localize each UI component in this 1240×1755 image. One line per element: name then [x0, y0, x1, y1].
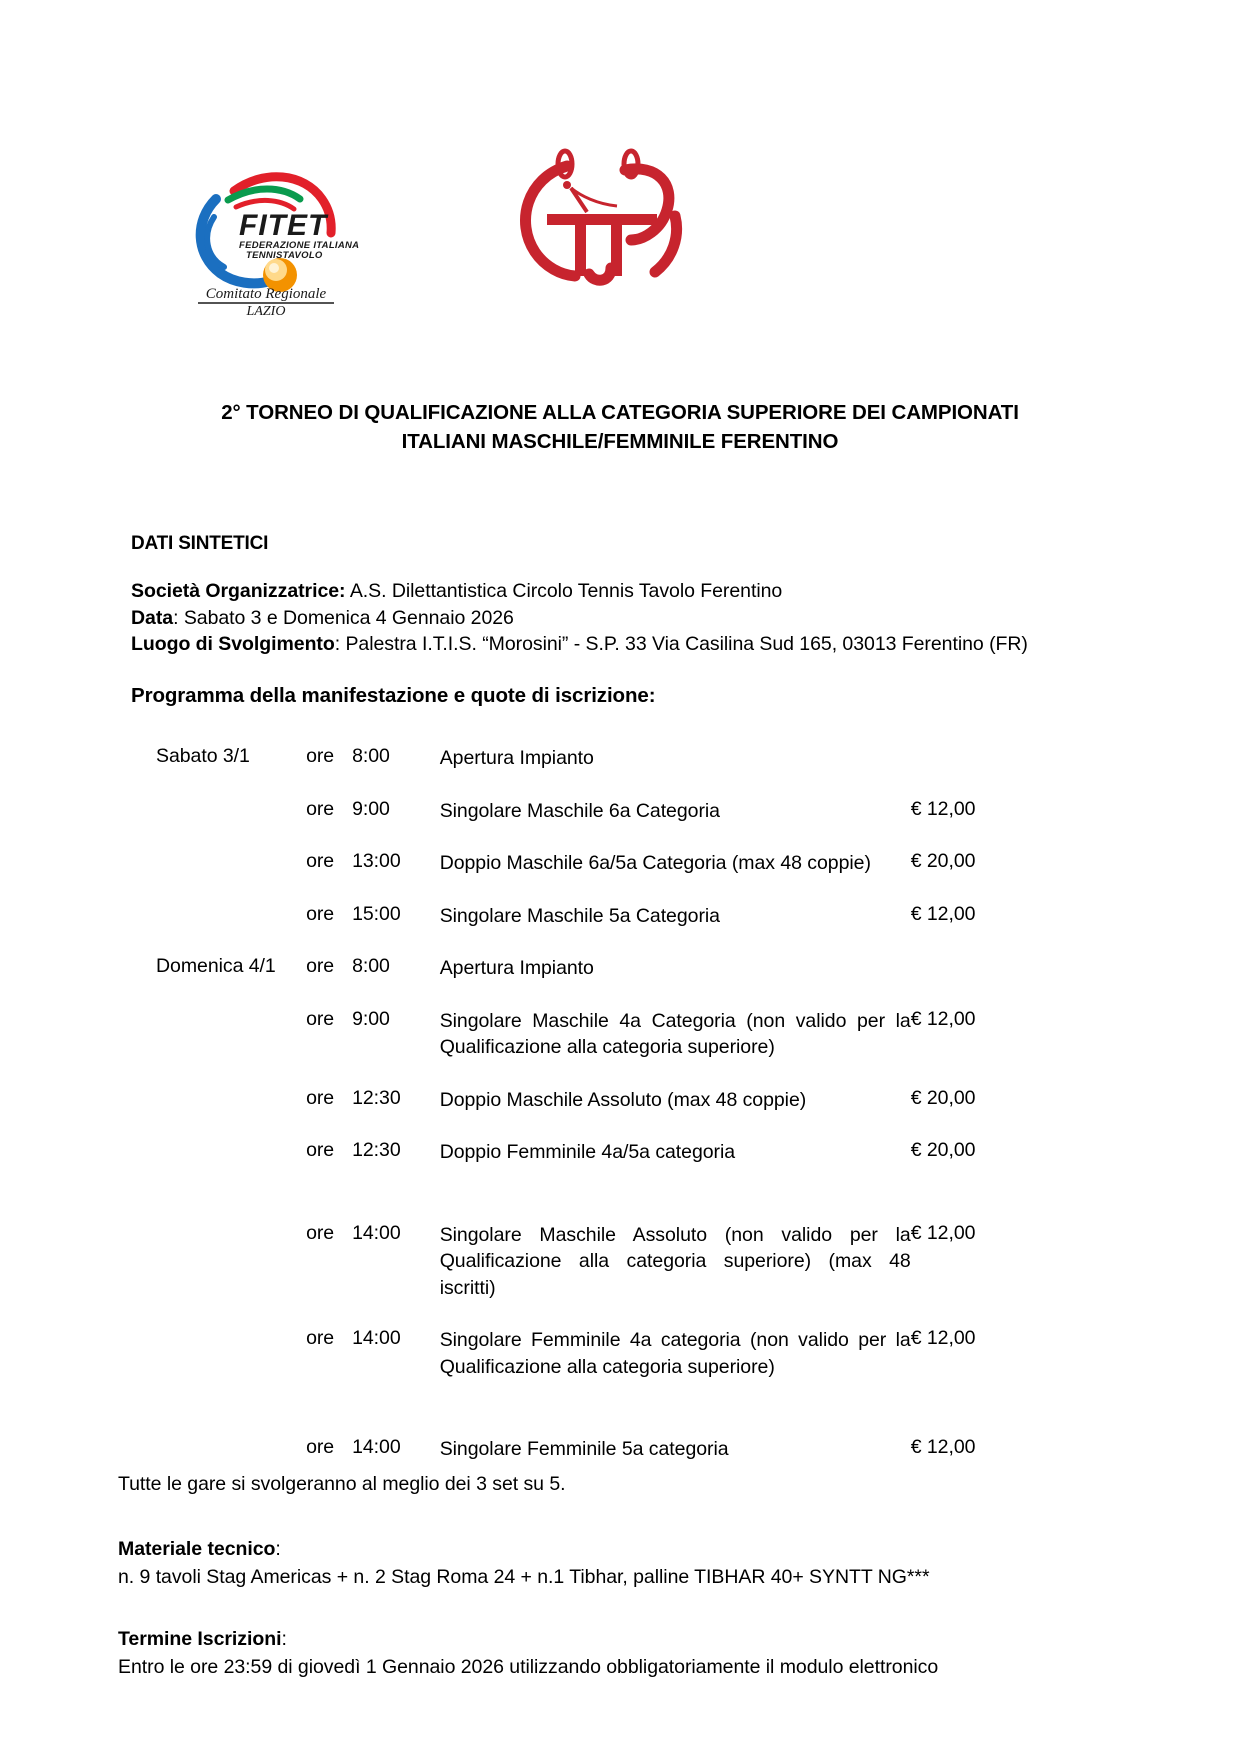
- sets-note: Tutte le gare si svolgeranno al meglio dei 3 set su 5.: [118, 1473, 566, 1495]
- schedule-row: [156, 1087, 1086, 1140]
- materiale-label: Materiale tecnico: [118, 1538, 276, 1560]
- schedule-row: [156, 1139, 1086, 1222]
- data-label: Data: [131, 606, 174, 629]
- schedule-cell-time: 14:00: [352, 1436, 401, 1459]
- svg-text:FITET: FITET: [239, 209, 328, 242]
- schedule-cell-price: € 12,00: [910, 1221, 976, 1244]
- schedule-cell-ore: ore: [306, 1436, 335, 1459]
- schedule-cell-day: [156, 1139, 306, 1222]
- schedule-cell-price: € 12,00: [910, 902, 976, 925]
- schedule-cell-day: [156, 1327, 306, 1436]
- schedule-cell-desc: Singolare Maschile 4a Categoria (non valido per la Qualificazione alla categoria superiore): [439, 1009, 911, 1059]
- svg-text:TENNISTAVOLO: TENNISTAVOLO: [246, 250, 323, 261]
- schedule-cell-price: € 20,00: [910, 1086, 976, 1109]
- termine-colon: :: [281, 1628, 287, 1650]
- luogo-value: : Palestra I.T.I.S. “Morosini” - S.P. 33 Via Casilina Sud 165, 03013 Ferentino (FR): [334, 633, 1028, 656]
- schedule-row: [156, 1008, 1086, 1087]
- societa-value: A.S. Dilettantistica Circolo Tennis Tavolo Ferentino: [349, 580, 783, 602]
- luogo-label: Luogo di Svolgimento: [131, 633, 335, 656]
- luogo-line: [131, 631, 1028, 658]
- schedule-cell-ore: ore: [306, 955, 335, 978]
- schedule-table: [156, 745, 1086, 1489]
- schedule-cell-desc: Singolare Femminile 4a categoria (non valido per la Qualificazione alla categoria superiore): [439, 1329, 911, 1378]
- schedule-cell-desc: Doppio Femminile 4a/5a categoria: [439, 1141, 736, 1164]
- termine-label: Termine Iscrizioni: [118, 1628, 282, 1650]
- materiale-value: n. 9 tavoli Stag Americas + n. 2 Stag Roma 24 + n.1 Tibhar, palline TIBHAR 40+ SYNTT NG***: [118, 1566, 930, 1589]
- dati-sintetici-heading: DATI SINTETICI: [131, 533, 269, 554]
- schedule-cell-time: 9:00: [352, 797, 390, 820]
- svg-text:FEDERAZIONE ITALIANA: FEDERAZIONE ITALIANA: [239, 240, 360, 251]
- schedule-cell-ore: ore: [306, 850, 335, 873]
- schedule-cell-desc: Apertura Impianto: [439, 957, 594, 980]
- materiale-colon: :: [275, 1538, 281, 1560]
- schedule-cell-price: € 12,00: [910, 797, 976, 820]
- schedule-cell-desc: Singolare Femminile 5a categoria: [439, 1438, 729, 1461]
- schedule-cell-desc: Apertura Impianto: [439, 747, 594, 769]
- schedule-cell-price: [911, 745, 1086, 798]
- termine-heading: [118, 1625, 938, 1653]
- schedule-cell-desc: Singolare Maschile Assoluto (non valido per la Qualificazione alla categoria superiore) (max 48 iscritti): [439, 1223, 911, 1299]
- schedule-row: [156, 1327, 1086, 1436]
- svg-text:LAZIO: LAZIO: [246, 304, 286, 319]
- cttf-logo-graphic: [505, 150, 690, 290]
- societa-label: Società Organizzatrice:: [131, 580, 346, 602]
- societa-line: [131, 578, 1028, 605]
- schedule-row: [156, 745, 1086, 798]
- termine-value: Entro le ore 23:59 di giovedì 1 Gennaio 2026 utilizzando obbligatoriamente il modulo elettronico: [118, 1656, 939, 1679]
- schedule-cell-day: [156, 1087, 306, 1140]
- schedule-cell-price: € 12,00: [910, 1436, 976, 1459]
- schedule-cell-desc: Doppio Maschile 6a/5a Categoria (max 48 coppie): [439, 852, 871, 875]
- schedule-row: [156, 850, 1086, 903]
- svg-text:Comitato Regionale: Comitato Regionale: [205, 286, 327, 302]
- schedule-cell-time: 12:30: [352, 1139, 401, 1162]
- data-value: : Sabato 3 e Domenica 4 Gennaio 2026: [173, 606, 514, 629]
- schedule-cell-day: [156, 850, 306, 903]
- schedule-cell-day: [156, 1222, 306, 1328]
- document-title: [120, 398, 1120, 456]
- schedule-cell-ore: ore: [306, 797, 335, 820]
- dati-sintetici-block: [131, 578, 1028, 658]
- termine-iscrizioni-block: [118, 1625, 938, 1682]
- schedule-cell-time: 15:00: [352, 902, 401, 925]
- schedule-cell-price: € 20,00: [910, 1139, 976, 1162]
- schedule-cell-time: 12:30: [352, 1086, 401, 1109]
- cttf-logo: [505, 150, 690, 290]
- fitet-logo: [176, 155, 360, 319]
- schedule-cell-price: € 20,00: [910, 850, 976, 873]
- schedule-row: [156, 1222, 1086, 1328]
- schedule-cell-ore: ore: [306, 902, 335, 925]
- schedule-cell-ore: ore: [306, 1221, 335, 1244]
- schedule-cell-time: 8:00: [352, 955, 390, 978]
- schedule-cell-ore: ore: [306, 1086, 335, 1109]
- schedule-cell-day: [156, 798, 306, 851]
- schedule-cell-day: [156, 903, 306, 956]
- schedule-cell-price: [911, 955, 1086, 1008]
- schedule-cell-time: 13:00: [352, 850, 401, 873]
- title-line-2: ITALIANI MASCHILE/FEMMINILE FERENTINO: [401, 430, 839, 454]
- data-line: [131, 605, 1028, 632]
- schedule-cell-ore: ore: [306, 1139, 335, 1162]
- schedule-cell-price: € 12,00: [910, 1327, 976, 1350]
- schedule-cell-day: Domenica 4/1: [156, 955, 276, 978]
- schedule-cell-price: € 12,00: [910, 1007, 976, 1030]
- title-line-1: 2° TORNEO DI QUALIFICAZIONE ALLA CATEGORIA SUPERIORE DEI CAMPIONATI: [221, 401, 1019, 424]
- materiale-tecnico-block: [118, 1535, 930, 1592]
- schedule-body: [156, 745, 1086, 1489]
- schedule-cell-ore: ore: [306, 1327, 335, 1350]
- programma-heading: Programma della manifestazione e quote di iscrizione:: [131, 684, 656, 707]
- schedule-cell-desc: Singolare Maschile 5a Categoria: [439, 904, 720, 927]
- schedule-row: [156, 955, 1086, 1008]
- materiale-heading: [118, 1535, 930, 1563]
- schedule-cell-desc: Doppio Maschile Assoluto (max 48 coppie): [439, 1088, 807, 1111]
- fitet-logo-graphic: [176, 155, 360, 319]
- schedule-cell-time: 9:00: [352, 1007, 390, 1030]
- schedule-cell-day: Sabato 3/1: [156, 745, 250, 767]
- schedule-cell-time: 8:00: [352, 745, 390, 767]
- schedule-row: [156, 903, 1086, 956]
- schedule-cell-ore: ore: [306, 745, 335, 767]
- schedule-cell-day: [156, 1008, 306, 1087]
- schedule-cell-time: 14:00: [352, 1221, 401, 1244]
- schedule-cell-ore: ore: [306, 1007, 335, 1030]
- schedule-row: [156, 798, 1086, 851]
- schedule-cell-time: 14:00: [352, 1327, 401, 1350]
- logo-header: [0, 150, 1240, 319]
- schedule-cell-desc: Singolare Maschile 6a Categoria: [439, 799, 720, 822]
